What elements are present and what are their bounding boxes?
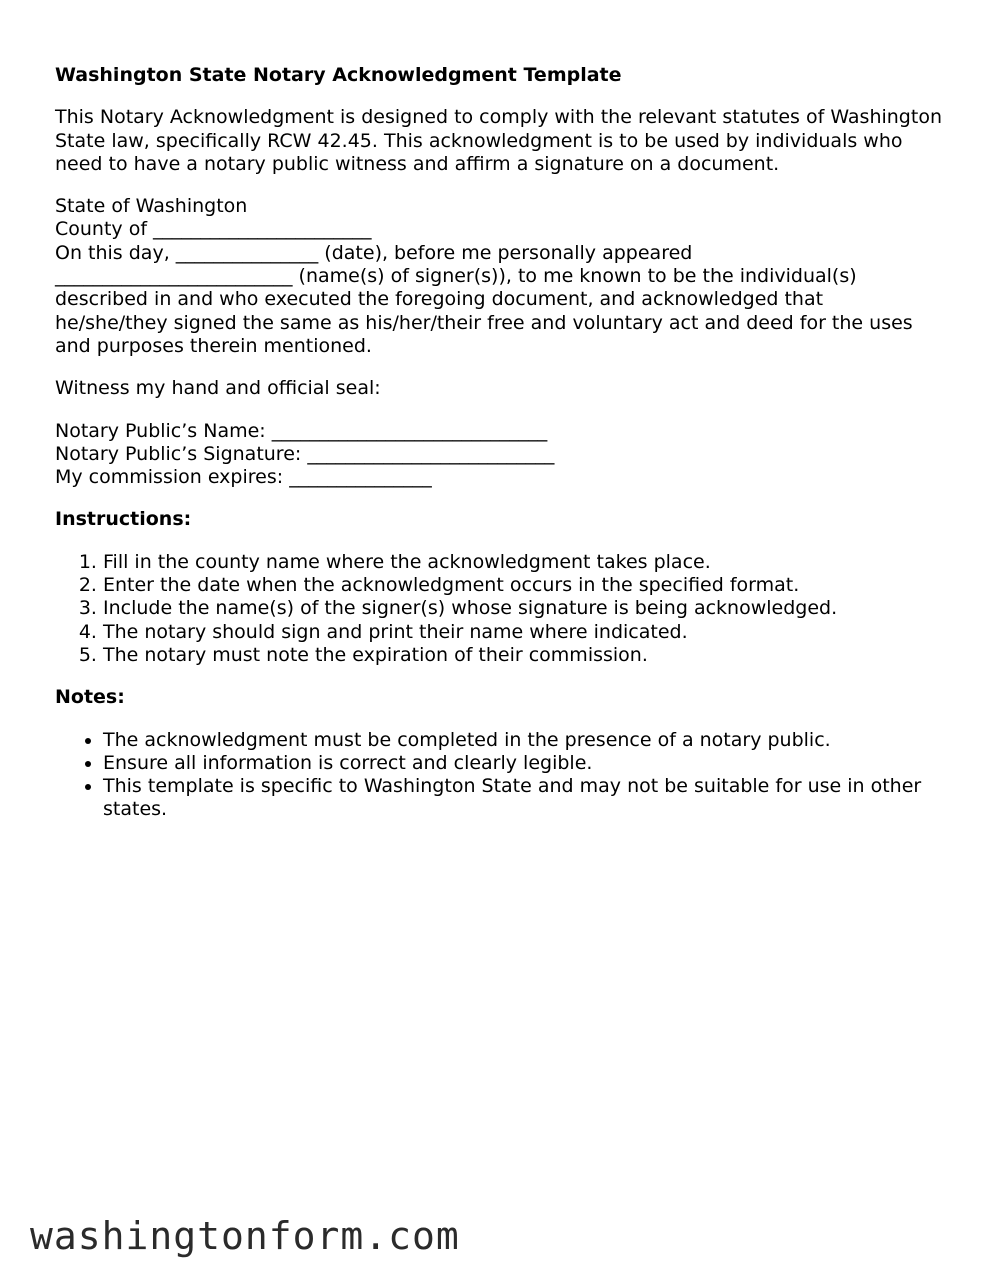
venue-state: State of Washington (55, 195, 248, 218)
notary-name-field: Notary Public’s Name: _____________________________ (55, 419, 548, 442)
notes-list (55, 729, 955, 822)
witness-statement: Witness my hand and official seal: (55, 377, 381, 400)
notary-block (55, 420, 955, 490)
venue-county: County of _______________________ (55, 218, 372, 241)
acknowledgment-line: he/she/they signed the same as his/her/their free and voluntary act and deed for the uses (55, 311, 913, 334)
document-title: Washington State Notary Acknowledgment Template (55, 64, 622, 86)
note-item: • The acknowledgment must be completed in the presence of a notary public. (103, 729, 955, 752)
commission-expires-field: My commission expires: _______________ (55, 466, 432, 489)
instruction-item: 3. Include the name(s) of the signer(s) whose signature is being acknowledged. (103, 597, 955, 620)
notes-heading: Notes: (55, 686, 125, 709)
acknowledgment-block (55, 195, 955, 358)
acknowledgment-line: On this day, _______________ (date), before me personally appeared (55, 241, 693, 264)
intro-paragraph: This Notary Acknowledgment is designed to comply with the relevant statutes of Washington State law, specifically RCW 42.45. This acknowledgment is to be used by individuals who need to have a notary public witness and affirm a signature on a document. (55, 106, 942, 175)
instruction-item: 1. Fill in the county name where the acknowledgment takes place. (103, 551, 955, 574)
note-item: • Ensure all information is correct and clearly legible. (103, 752, 955, 775)
note-item: • This template is specific to Washington State and may not be suitable for use in other states. (103, 775, 955, 822)
acknowledgment-line: described in and who executed the foregoing document, and acknowledged that (55, 288, 824, 311)
site-watermark: washingtonform.com (30, 1214, 460, 1258)
acknowledgment-line: and purposes therein mentioned. (55, 334, 372, 357)
instructions-list (55, 551, 955, 667)
instruction-item: 4. The notary should sign and print their name where indicated. (103, 621, 955, 644)
acknowledgment-line: _________________________ (name(s) of signer(s)), to me known to be the individual(s) (55, 265, 857, 288)
document-page (55, 64, 955, 822)
instruction-item: 5. The notary must note the expiration of their commission. (103, 644, 955, 667)
instructions-heading: Instructions: (55, 508, 192, 531)
instruction-item: 2. Enter the date when the acknowledgment occurs in the specified format. (103, 574, 955, 597)
notary-signature-field: Notary Public’s Signature: __________________________ (55, 442, 555, 465)
